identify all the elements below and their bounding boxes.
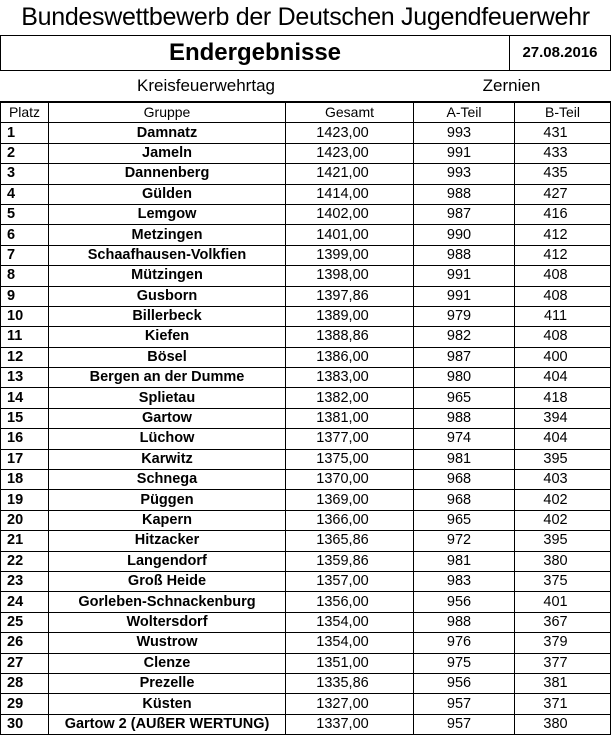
col-header-gesamt: Gesamt: [286, 103, 414, 123]
cell-gesamt: 1383,00: [286, 368, 414, 388]
cell-platz: 1: [1, 123, 49, 143]
cell-ateil: 991: [414, 143, 515, 163]
cell-ateil: 988: [414, 408, 515, 428]
table-row: [1, 266, 611, 286]
cell-platz: 2: [1, 143, 49, 163]
cell-bteil: 401: [515, 592, 611, 612]
cell-bteil: 380: [515, 714, 611, 734]
table-row: [1, 633, 611, 653]
cell-gruppe: Bergen an der Dumme: [49, 368, 286, 388]
cell-platz: 17: [1, 449, 49, 469]
table-row: [1, 184, 611, 204]
table-row: [1, 306, 611, 326]
cell-platz: 13: [1, 368, 49, 388]
cell-gruppe: Karwitz: [49, 449, 286, 469]
results-table: [0, 102, 611, 735]
table-row: [1, 531, 611, 551]
cell-bteil: 412: [515, 245, 611, 265]
cell-ateil: 975: [414, 653, 515, 673]
cell-bteil: 371: [515, 694, 611, 714]
cell-platz: 15: [1, 408, 49, 428]
cell-gesamt: 1423,00: [286, 123, 414, 143]
cell-bteil: 427: [515, 184, 611, 204]
cell-bteil: 402: [515, 490, 611, 510]
table-row: [1, 408, 611, 428]
col-header-gruppe: Gruppe: [49, 103, 286, 123]
cell-gruppe: Kiefen: [49, 327, 286, 347]
cell-ateil: 965: [414, 388, 515, 408]
cell-bteil: 403: [515, 470, 611, 490]
cell-gesamt: 1351,00: [286, 653, 414, 673]
cell-platz: 10: [1, 306, 49, 326]
cell-gruppe: Püggen: [49, 490, 286, 510]
table-row: [1, 714, 611, 734]
cell-ateil: 968: [414, 470, 515, 490]
table-row: [1, 449, 611, 469]
cell-gruppe: Jameln: [49, 143, 286, 163]
cell-gesamt: 1357,00: [286, 571, 414, 591]
cell-platz: 29: [1, 694, 49, 714]
cell-gesamt: 1386,00: [286, 347, 414, 367]
cell-gesamt: 1401,00: [286, 225, 414, 245]
cell-gruppe: Gartow: [49, 408, 286, 428]
cell-ateil: 974: [414, 429, 515, 449]
cell-platz: 16: [1, 429, 49, 449]
table-row: [1, 245, 611, 265]
table-row: [1, 429, 611, 449]
cell-ateil: 993: [414, 164, 515, 184]
cell-bteil: 402: [515, 510, 611, 530]
cell-ateil: 981: [414, 551, 515, 571]
cell-gesamt: 1397,86: [286, 286, 414, 306]
cell-ateil: 991: [414, 286, 515, 306]
cell-bteil: 404: [515, 368, 611, 388]
cell-platz: 12: [1, 347, 49, 367]
cell-ateil: 956: [414, 592, 515, 612]
cell-bteil: 381: [515, 673, 611, 693]
cell-platz: 26: [1, 633, 49, 653]
table-row: [1, 286, 611, 306]
cell-ateil: 957: [414, 694, 515, 714]
cell-platz: 28: [1, 673, 49, 693]
cell-ateil: 987: [414, 347, 515, 367]
col-header-ateil: A-Teil: [414, 103, 515, 123]
table-row: [1, 225, 611, 245]
cell-ateil: 988: [414, 612, 515, 632]
cell-gesamt: 1388,86: [286, 327, 414, 347]
table-row: [1, 612, 611, 632]
cell-gesamt: 1377,00: [286, 429, 414, 449]
sheet-title: Bundeswettbewerb der Deutschen Jugendfeuerwehr: [0, 0, 611, 36]
cell-gruppe: Billerbeck: [49, 306, 286, 326]
cell-platz: 7: [1, 245, 49, 265]
cell-bteil: 375: [515, 571, 611, 591]
cell-gruppe: Gülden: [49, 184, 286, 204]
cell-platz: 5: [1, 204, 49, 224]
subtitle: Endergebnisse: [168, 39, 342, 66]
cell-gesamt: 1382,00: [286, 388, 414, 408]
cell-bteil: 435: [515, 164, 611, 184]
cell-gesamt: 1381,00: [286, 408, 414, 428]
cell-gesamt: 1356,00: [286, 592, 414, 612]
table-row: [1, 490, 611, 510]
cell-gruppe: Lüchow: [49, 429, 286, 449]
cell-platz: 14: [1, 388, 49, 408]
cell-gruppe: Hitzacker: [49, 531, 286, 551]
cell-ateil: 988: [414, 184, 515, 204]
cell-gesamt: 1327,00: [286, 694, 414, 714]
table-row: [1, 673, 611, 693]
cell-platz: 19: [1, 490, 49, 510]
cell-bteil: 380: [515, 551, 611, 571]
table-row: [1, 388, 611, 408]
col-header-bteil: B-Teil: [515, 103, 611, 123]
cell-gesamt: 1365,86: [286, 531, 414, 551]
cell-platz: 4: [1, 184, 49, 204]
cell-bteil: 412: [515, 225, 611, 245]
cell-platz: 9: [1, 286, 49, 306]
cell-gruppe: Gusborn: [49, 286, 286, 306]
cell-bteil: 431: [515, 123, 611, 143]
cell-gruppe: Groß Heide: [49, 571, 286, 591]
cell-bteil: 418: [515, 388, 611, 408]
cell-ateil: 976: [414, 633, 515, 653]
cell-gruppe: Langendorf: [49, 551, 286, 571]
cell-gruppe: Wustrow: [49, 633, 286, 653]
table-row: [1, 368, 611, 388]
cell-gesamt: 1369,00: [286, 490, 414, 510]
cell-ateil: 965: [414, 510, 515, 530]
cell-platz: 6: [1, 225, 49, 245]
cell-bteil: 408: [515, 266, 611, 286]
cell-gruppe: Gartow 2 (AUßER WERTUNG): [49, 714, 286, 734]
event-name: Kreisfeuerwehrtag: [137, 76, 275, 95]
cell-gesamt: 1389,00: [286, 306, 414, 326]
table-header-row: [1, 103, 611, 123]
cell-ateil: 993: [414, 123, 515, 143]
cell-platz: 24: [1, 592, 49, 612]
cell-platz: 27: [1, 653, 49, 673]
table-row: [1, 510, 611, 530]
cell-gruppe: Metzingen: [49, 225, 286, 245]
cell-ateil: 983: [414, 571, 515, 591]
cell-gesamt: 1402,00: [286, 204, 414, 224]
cell-bteil: 408: [515, 327, 611, 347]
date: 27.08.2016: [509, 36, 611, 70]
subtitle-row: [0, 36, 611, 71]
cell-bteil: 433: [515, 143, 611, 163]
cell-gesamt: 1359,86: [286, 551, 414, 571]
table-row: [1, 551, 611, 571]
cell-ateil: 990: [414, 225, 515, 245]
cell-platz: 21: [1, 531, 49, 551]
cell-gruppe: Dannenberg: [49, 164, 286, 184]
table-row: [1, 347, 611, 367]
cell-ateil: 982: [414, 327, 515, 347]
cell-ateil: 988: [414, 245, 515, 265]
cell-gesamt: 1335,86: [286, 673, 414, 693]
cell-platz: 18: [1, 470, 49, 490]
cell-bteil: 367: [515, 612, 611, 632]
cell-ateil: 956: [414, 673, 515, 693]
cell-bteil: 379: [515, 633, 611, 653]
cell-gesamt: 1421,00: [286, 164, 414, 184]
cell-platz: 20: [1, 510, 49, 530]
cell-gesamt: 1366,00: [286, 510, 414, 530]
cell-gesamt: 1375,00: [286, 449, 414, 469]
cell-bteil: 395: [515, 449, 611, 469]
cell-gesamt: 1423,00: [286, 143, 414, 163]
cell-gruppe: Küsten: [49, 694, 286, 714]
table-row: [1, 694, 611, 714]
table-row: [1, 123, 611, 143]
cell-gesamt: 1370,00: [286, 470, 414, 490]
cell-bteil: 400: [515, 347, 611, 367]
event-row: [0, 71, 611, 102]
table-row: [1, 470, 611, 490]
table-row: [1, 143, 611, 163]
cell-bteil: 411: [515, 306, 611, 326]
cell-gesamt: 1414,00: [286, 184, 414, 204]
cell-platz: 11: [1, 327, 49, 347]
cell-gruppe: Clenze: [49, 653, 286, 673]
cell-gesamt: 1399,00: [286, 245, 414, 265]
cell-gruppe: Kapern: [49, 510, 286, 530]
cell-gesamt: 1354,00: [286, 633, 414, 653]
col-header-platz: Platz: [1, 103, 49, 123]
cell-gesamt: 1398,00: [286, 266, 414, 286]
cell-platz: 25: [1, 612, 49, 632]
cell-bteil: 408: [515, 286, 611, 306]
cell-gruppe: Damnatz: [49, 123, 286, 143]
cell-gruppe: Prezelle: [49, 673, 286, 693]
cell-platz: 22: [1, 551, 49, 571]
table-row: [1, 327, 611, 347]
cell-gruppe: Lemgow: [49, 204, 286, 224]
table-row: [1, 653, 611, 673]
cell-gesamt: 1337,00: [286, 714, 414, 734]
table-row: [1, 204, 611, 224]
cell-platz: 30: [1, 714, 49, 734]
cell-gruppe: Gorleben-Schnackenburg: [49, 592, 286, 612]
table-row: [1, 592, 611, 612]
cell-ateil: 987: [414, 204, 515, 224]
cell-ateil: 972: [414, 531, 515, 551]
cell-ateil: 991: [414, 266, 515, 286]
cell-gruppe: Splietau: [49, 388, 286, 408]
cell-gruppe: Woltersdorf: [49, 612, 286, 632]
table-row: [1, 164, 611, 184]
cell-gruppe: Mützingen: [49, 266, 286, 286]
cell-ateil: 968: [414, 490, 515, 510]
cell-gesamt: 1354,00: [286, 612, 414, 632]
cell-gruppe: Schaafhausen-Volkfien: [49, 245, 286, 265]
cell-bteil: 416: [515, 204, 611, 224]
cell-bteil: 395: [515, 531, 611, 551]
cell-bteil: 394: [515, 408, 611, 428]
cell-gruppe: Schnega: [49, 470, 286, 490]
cell-ateil: 957: [414, 714, 515, 734]
table-row: [1, 571, 611, 591]
cell-bteil: 404: [515, 429, 611, 449]
cell-ateil: 979: [414, 306, 515, 326]
cell-ateil: 980: [414, 368, 515, 388]
cell-gruppe: Bösel: [49, 347, 286, 367]
cell-platz: 23: [1, 571, 49, 591]
cell-platz: 3: [1, 164, 49, 184]
cell-bteil: 377: [515, 653, 611, 673]
event-location: Zernien: [482, 76, 541, 95]
cell-platz: 8: [1, 266, 49, 286]
cell-ateil: 981: [414, 449, 515, 469]
